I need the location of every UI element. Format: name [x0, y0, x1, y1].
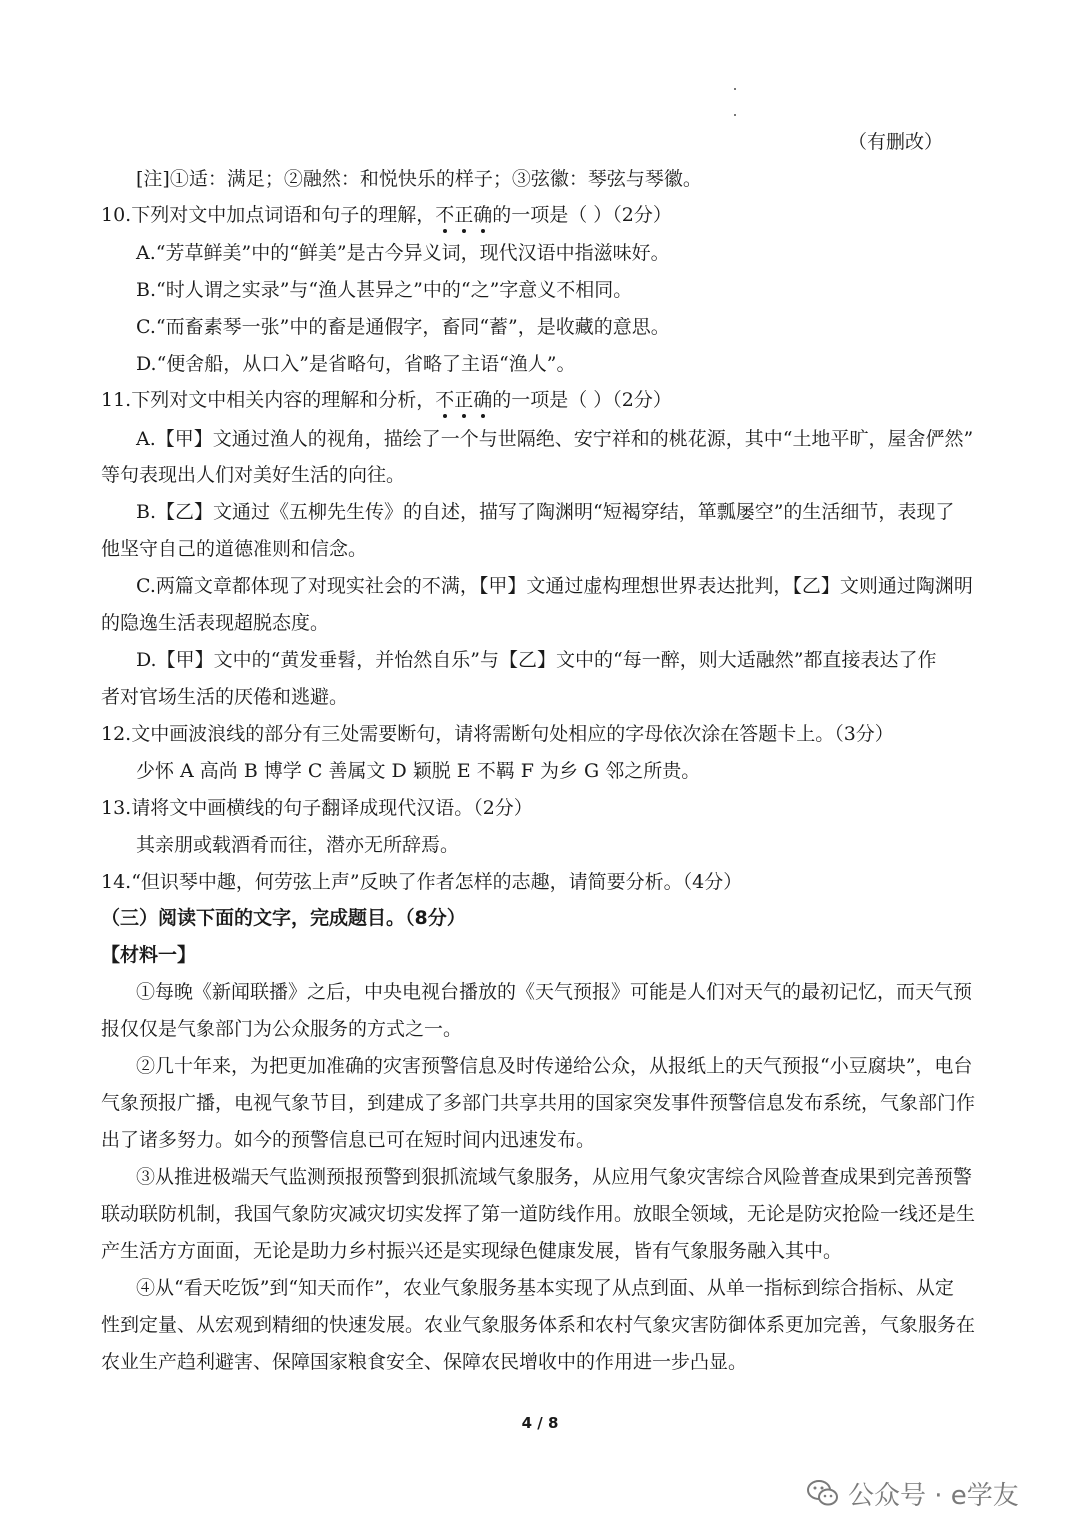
q11-emph-2: 正	[454, 389, 474, 411]
material1-label: 【材料一】	[101, 944, 197, 966]
q11-stem-post: 的一项是（ ）（2分）	[492, 389, 672, 411]
q11-option-d-line2: 者对官场生活的厌倦和逃避。	[101, 686, 349, 708]
q11-option-d-line1: D.【甲】文中的“黄发垂髫，并怡然自乐”与【乙】文中的“每一醉，则大适融然”都直接表达了作	[136, 649, 937, 671]
q11-option-c-line2: 的隐逸生活表现超脱态度。	[101, 612, 330, 634]
material1-p4-line2: 性到定量、从宏观到精细的快速发展。农业气象服务体系和农村气象灾害防御体系更加完善，气象服务在	[101, 1314, 976, 1336]
watermark-text: 公众号 · e学友	[848, 1480, 1019, 1511]
wechat-icon	[806, 1478, 840, 1508]
q12-stem: 12.文中画波浪线的部分有三处需要断句，请将需断句处相应的字母依次涂在答题卡上。（3分）	[101, 723, 894, 745]
material1-p2-line1: ②几十年来，为把更加准确的灾害预警信息及时传递给公众，从报纸上的天气预报“小豆腐块”，电台	[136, 1055, 973, 1077]
q10-emph-3: 确	[473, 204, 493, 226]
annotation: [注]①适：满足；②融然：和悦快乐的样子；③弦徽：琴弦与琴徽。	[136, 168, 702, 190]
material1-p4-line1: ④从“看天吃饭”到“知天而作”，农业气象服务基本实现了从点到面、从单一指标到综合指标、从定	[136, 1277, 954, 1299]
material1-p3-line1: ③从推进极端天气监测预报预警到狠抓流域气象服务，从应用气象灾害综合风险普查成果到完善预警	[136, 1166, 973, 1188]
q10-stem-post: 的一项是（ ）（2分）	[492, 204, 672, 226]
material1-p1-line2: 报仅仅是气象部门为公众服务的方式之一。	[101, 1018, 463, 1040]
material1-p3-line2: 联动联防机制，我国气象防灾减灾切实发挥了第一道防线作用。放眼全领域，无论是防灾抢险一线还是生	[101, 1203, 976, 1225]
q11-option-a-line1: A.【甲】文通过渔人的视角，描绘了一个与世隔绝、安宁祥和的桃花源，其中“土地平旷，屋舍俨然”	[136, 428, 974, 450]
q11-stem-pre: 11.下列对文中相关内容的理解和分析，	[101, 389, 436, 411]
q11-emph-1: 不	[435, 389, 455, 411]
scan-specks	[732, 88, 738, 118]
q10-emph-1: 不	[435, 204, 455, 226]
q10-option-a: A.“芳草鲜美”中的“鲜美”是古今异义词，现代汉语中指滋味好。	[136, 242, 670, 264]
watermark	[806, 1476, 1019, 1510]
source-note: （有删改）	[848, 131, 944, 153]
q10-stem	[101, 203, 672, 227]
q11-option-c-line1: C.两篇文章都体现了对现实社会的不满，【甲】文通过虚构理想世界表达批判，【乙】文则通过陶渊明	[136, 575, 973, 597]
q10-option-c: C.“而畜素琴一张”中的畜是通假字，畜同“蓄”，是收藏的意思。	[136, 316, 670, 338]
material1-p4-line3: 农业生产趋利避害、保障国家粮食安全、保障农民增收中的作用进一步凸显。	[101, 1351, 748, 1373]
q13-stem: 13.请将文中画横线的句子翻译成现代汉语。（2分）	[101, 797, 533, 819]
q11-option-a-line2: 等句表现出人们对美好生活的向往。	[101, 464, 406, 486]
q11-stem	[101, 388, 672, 412]
q10-stem-pre: 10.下列对文中加点词语和句子的理解，	[101, 204, 436, 226]
q11-option-b-line1: B.【乙】文通过《五柳先生传》的自述，描写了陶渊明“短褐穿结，箪瓢屡空”的生活细节，表现了	[136, 501, 955, 523]
section3-heading: （三）阅读下面的文字，完成题目。（8分）	[101, 907, 466, 929]
q10-option-d: D.“便舍船，从口入”是省略句，省略了主语“渔人”。	[136, 353, 576, 375]
material1-p2-line2: 气象预报广播，电视气象节目，到建成了多部门共享共用的国家突发事件预警信息发布系统，气象部门作	[101, 1092, 976, 1114]
q11-option-b-line2: 他坚守自己的道德准则和信念。	[101, 538, 368, 560]
material1-p2-line3: 出了诸多努力。如今的预警信息已可在短时间内迅速发布。	[101, 1129, 596, 1151]
q11-emph-3: 确	[473, 389, 493, 411]
q12-text: 少怀 A 高尚 B 博学 C 善属文 D 颖脱 E 不羁 F 为乡 G 邻之所贵。	[136, 760, 701, 782]
q14-stem: 14.“但识琴中趣，何劳弦上声”反映了作者怎样的志趣，请简要分析。（4分）	[101, 871, 743, 893]
q13-text: 其亲朋或载酒肴而往，潜亦无所辞焉。	[136, 834, 460, 856]
material1-p3-line3: 产生活方方面面，无论是助力乡村振兴还是实现绿色健康发展，皆有气象服务融入其中。	[101, 1240, 843, 1262]
q10-emph-2: 正	[454, 204, 474, 226]
q10-option-b: B.“时人谓之实录”与“渔人甚异之”中的“之”字意义不相同。	[136, 279, 633, 301]
material1-p1-line1: ①每晚《新闻联播》之后，中央电视台播放的《天气预报》可能是人们对天气的最初记忆，而天气预	[136, 981, 973, 1003]
page-number: 4 / 8	[521, 1414, 559, 1432]
